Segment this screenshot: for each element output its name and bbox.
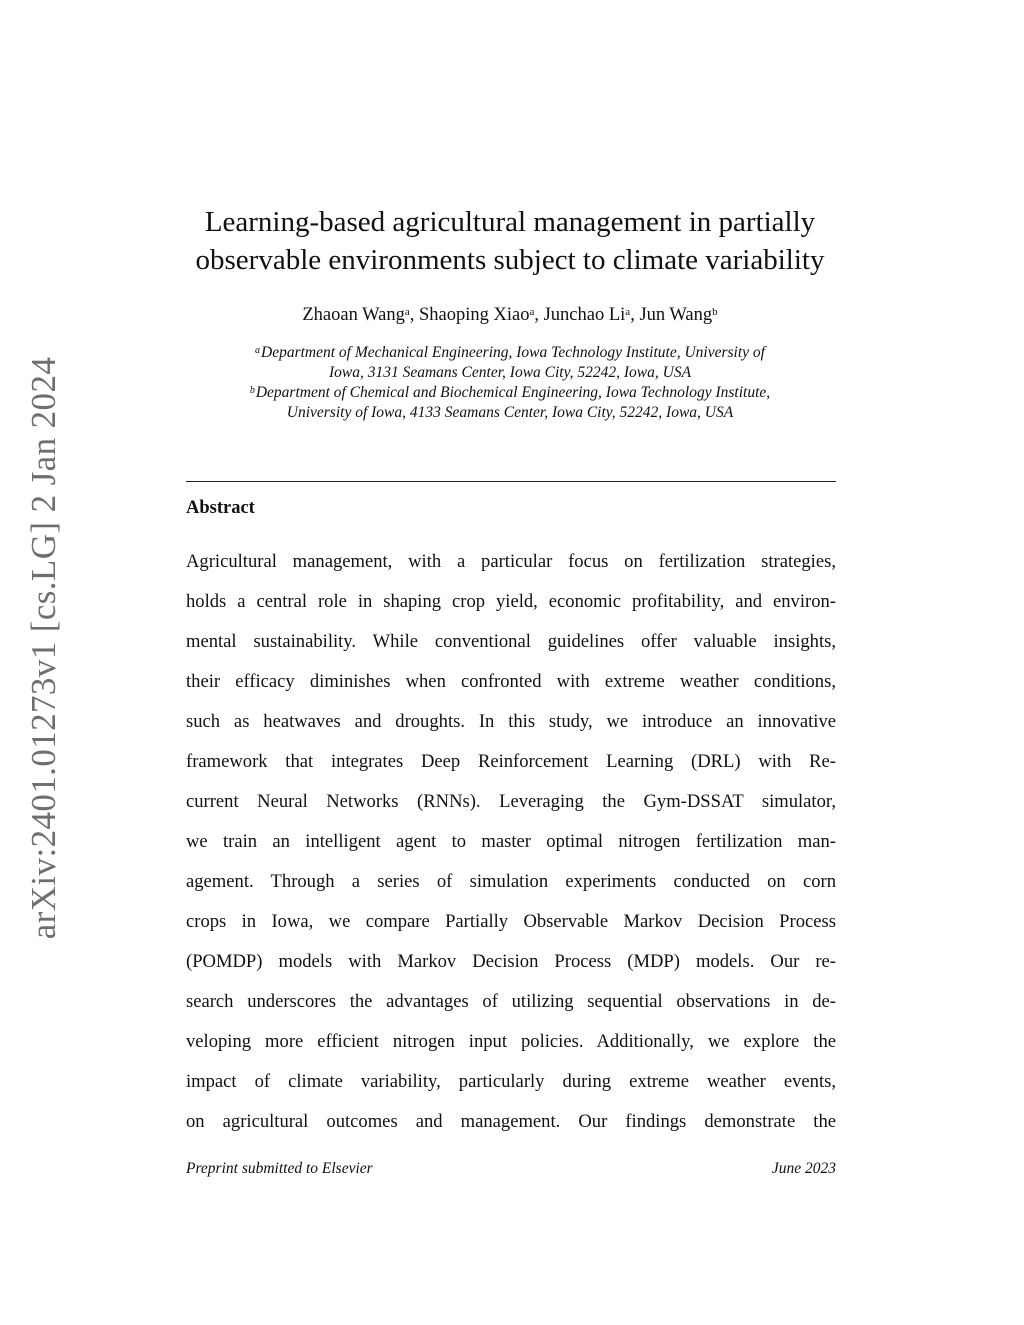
title-line-1: Learning-based agricultural management in partially <box>204 206 816 238</box>
affiliation-marker: b <box>249 385 255 396</box>
author-name: Junchao Li <box>543 305 626 325</box>
author-separator: , <box>630 305 640 325</box>
author-affiliation-marker: a <box>529 306 535 318</box>
abstract-line: holds a central role in shaping crop yield, economic profitability, and environ- <box>186 591 836 612</box>
abstract-line: their efficacy diminishes when confronted with extreme weather conditions, <box>186 671 836 692</box>
abstract-line: such as heatwaves and droughts. In this study, we introduce an innovative <box>186 711 836 732</box>
affiliation-b-line-1 <box>190 383 830 403</box>
author-separator: , <box>534 305 544 325</box>
abstract-line: on agricultural outcomes and management. Our findings demonstrate the <box>186 1111 836 1132</box>
author-affiliation-marker: a <box>625 306 631 318</box>
abstract-line: we train an intelligent agent to master optimal nitrogen fertilization man- <box>186 831 836 852</box>
abstract-line: crops in Iowa, we compare Partially Observable Markov Decision Process <box>186 911 836 932</box>
abstract-line: mental sustainability. While conventional guidelines offer valuable insights, <box>186 631 836 652</box>
arxiv-identifier-stamp: arXiv:2401.01273v1 [cs.LG] 2 Jan 2024 <box>24 356 63 940</box>
author-name: Zhaoan Wang <box>302 305 405 325</box>
author-affiliation-marker: a <box>404 306 410 318</box>
abstract-line: impact of climate variability, particularly during extreme weather events, <box>186 1071 836 1092</box>
affiliation-a-line-1 <box>190 343 830 363</box>
abstract-line: Agricultural management, with a particular focus on fertilization strategies, <box>186 551 836 572</box>
author-affiliation-marker: b <box>712 306 718 318</box>
affiliation-text: Department of Mechanical Engineering, Iowa Technology Institute, University of <box>261 344 765 361</box>
abstract-line: current Neural Networks (RNNs). Leveraging the Gym-DSSAT simulator, <box>186 791 836 812</box>
abstract-body <box>186 542 836 1142</box>
affiliation-b-line-2: University of Iowa, 4133 Seamans Center, Iowa City, 52242, Iowa, USA <box>286 404 734 421</box>
abstract-line: veloping more efficient nitrogen input policies. Additionally, we explore the <box>186 1031 836 1052</box>
author-name: Jun Wang <box>639 305 713 325</box>
abstract-line: (POMDP) models with Markov Decision Process (MDP) models. Our re- <box>186 951 836 972</box>
author-name: Shaoping Xiao <box>418 305 530 325</box>
affiliations <box>190 343 830 423</box>
author-list <box>150 303 870 327</box>
affiliation-marker: a <box>255 345 261 356</box>
abstract-line: framework that integrates Deep Reinforcement Learning (DRL) with Re- <box>186 751 836 772</box>
author-separator: , <box>409 305 419 325</box>
abstract-line: agement. Through a series of simulation experiments conducted on corn <box>186 871 836 892</box>
paper-title <box>150 203 870 279</box>
footer-preprint-note: Preprint submitted to Elsevier <box>186 1160 373 1177</box>
abstract-heading: Abstract <box>186 498 255 518</box>
footer-date: June 2023 <box>771 1160 836 1177</box>
affiliation-text: Department of Chemical and Biochemical Engineering, Iowa Technology Institute, <box>255 384 771 401</box>
section-divider <box>186 481 836 482</box>
abstract-line: search underscores the advantages of utilizing sequential observations in de- <box>186 991 836 1012</box>
affiliation-a-line-2: Iowa, 3131 Seamans Center, Iowa City, 52242, Iowa, USA <box>328 364 692 381</box>
title-line-2: observable environments subject to climate variability <box>195 244 825 276</box>
